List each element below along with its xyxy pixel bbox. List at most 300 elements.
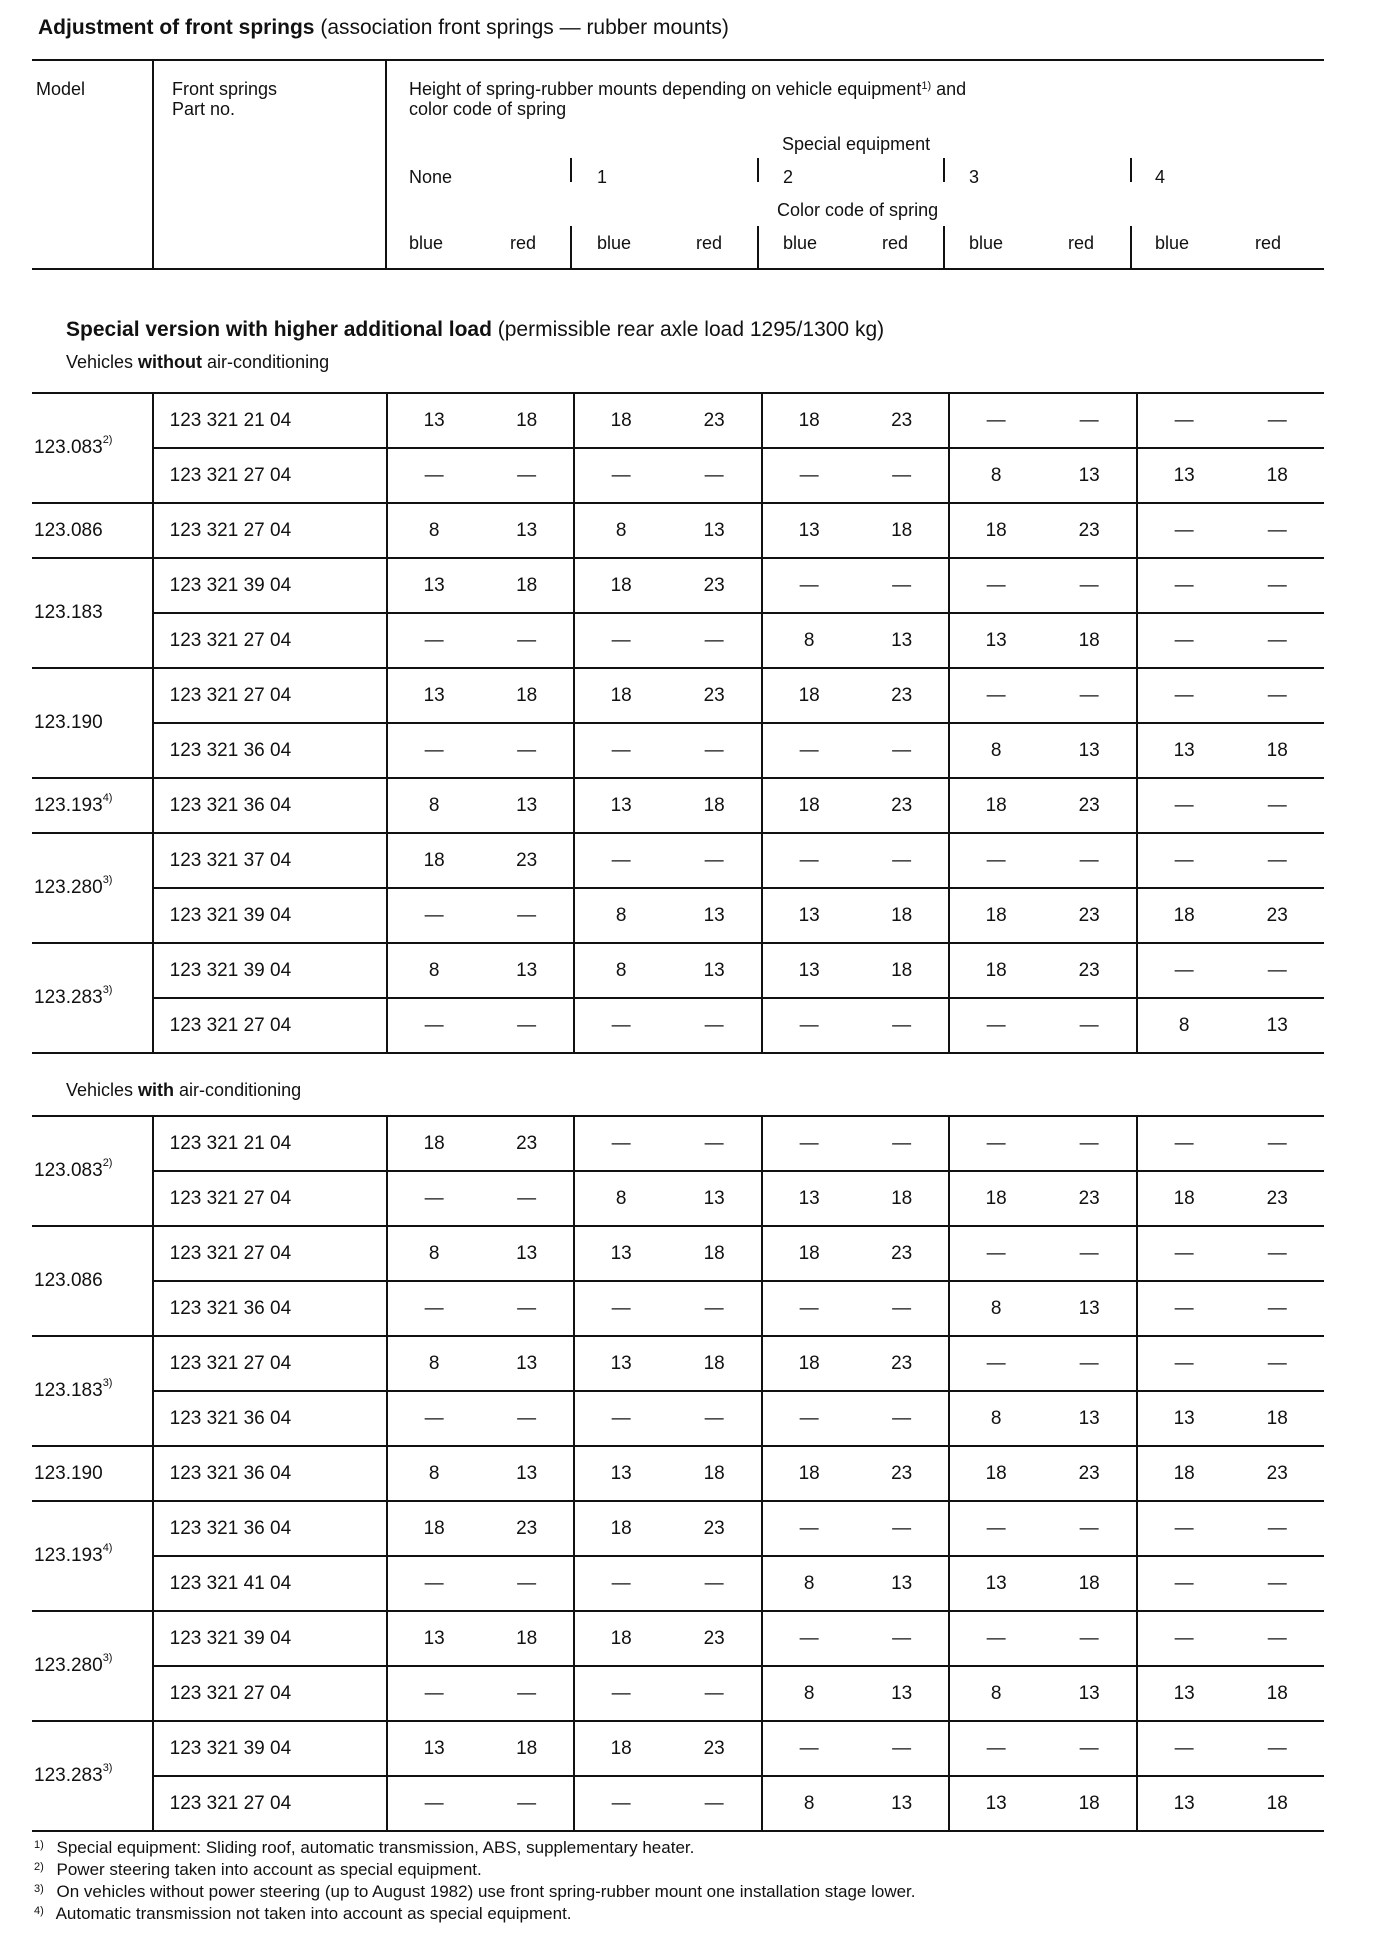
height-value-cell: 8 [574,503,668,558]
height-value-cell: — [1230,668,1324,723]
header-color-code-of-spring: Color code of spring [777,200,939,220]
height-value-cell: 13 [1042,1666,1137,1721]
height-value-cell: 13 [667,1171,762,1226]
model-cell [32,1336,153,1446]
height-value-cell: 8 [574,1171,668,1226]
height-value-cell: — [762,1721,856,1776]
height-value-cell: 18 [667,1446,762,1501]
header-col-1: 1 [597,167,608,187]
part-number-cell: 123 321 36 04 [153,1281,387,1336]
model-cell [32,503,153,558]
table-row [32,778,1324,833]
table-row [32,1776,1324,1831]
height-value-cell: — [1137,1116,1231,1171]
height-value-cell: — [480,448,574,503]
height-value-cell: — [1230,833,1324,888]
model-cell [32,1611,153,1721]
height-value-cell: — [574,1281,668,1336]
header-col-none: None [409,167,453,187]
height-value-cell: 13 [762,1171,856,1226]
height-value-cell: — [480,1281,574,1336]
height-value-cell: 18 [1230,1391,1324,1446]
height-value-cell: 13 [480,778,574,833]
height-value-cell: 13 [574,1336,668,1391]
height-value-cell: 18 [574,668,668,723]
height-value-cell: 18 [1137,1171,1231,1226]
part-number-cell: 123 321 36 04 [153,778,387,833]
model-number: 123.083 [34,1160,103,1181]
height-value-cell: 13 [762,888,856,943]
height-value-cell: 8 [949,723,1043,778]
height-value-cell: — [855,1391,949,1446]
height-value-cell: — [480,1556,574,1611]
part-number-cell: 123 321 27 04 [153,1226,387,1281]
model-number: 123.190 [34,712,103,733]
part-number-cell: 123 321 27 04 [153,668,387,723]
part-number-cell: 123 321 27 04 [153,1666,387,1721]
header-divider-1b [570,226,572,270]
height-value-cell: — [480,1776,574,1831]
model-number: 123.193 [34,794,103,816]
header-red-label: red [1068,233,1095,253]
part-number-cell: 123 321 27 04 [153,1776,387,1831]
height-value-cell: 13 [1230,998,1324,1053]
model-footnote-mark: 2) [102,1157,113,1169]
height-value-cell: — [1230,393,1324,448]
height-value-cell: — [667,723,762,778]
height-value-cell: — [1230,1281,1324,1336]
height-value-cell: 23 [855,778,949,833]
height-value-cell: 13 [1137,448,1231,503]
height-value-cell: — [1137,613,1231,668]
height-value-cell: 13 [574,1226,668,1281]
height-value-cell: 18 [949,943,1043,998]
header-height-end: and [931,79,967,99]
height-value-cell: — [1137,558,1231,613]
height-value-cell: 13 [1042,1391,1137,1446]
part-number-cell: 123 321 39 04 [153,888,387,943]
header-divider-2b [757,226,759,270]
height-value-cell: — [1042,1501,1137,1556]
height-value-cell: — [855,1281,949,1336]
height-value-cell: — [1230,503,1324,558]
height-value-cell: — [855,1721,949,1776]
height-value-cell: 13 [1137,1391,1231,1446]
height-value-cell: — [762,723,856,778]
part-number-cell: 123 321 39 04 [153,1721,387,1776]
header-color-code: color code of spring [409,99,567,119]
height-value-cell: — [855,1116,949,1171]
height-value-cell: 23 [855,1226,949,1281]
height-value-cell: — [387,1391,481,1446]
section-title-normal: (permissible rear axle load 1295/1300 kg) [491,318,885,341]
height-value-cell: — [949,393,1043,448]
height-value-cell: 18 [387,833,481,888]
height-value-cell: 13 [480,943,574,998]
height-value-cell: — [1230,1226,1324,1281]
height-value-cell: 18 [762,1446,856,1501]
table-row [32,1226,1324,1281]
header-red-label: red [696,233,723,253]
height-value-cell: — [1042,668,1137,723]
height-value-cell: — [855,833,949,888]
height-value-cell: — [1042,558,1137,613]
height-value-cell: — [762,833,856,888]
height-value-cell: — [762,448,856,503]
table-row [32,1666,1324,1721]
height-value-cell: 13 [762,503,856,558]
height-value-cell: 13 [387,1721,481,1776]
model-cell [32,778,153,833]
height-value-cell: — [480,998,574,1053]
height-value-cell: 18 [855,503,949,558]
height-value-cell: 18 [855,888,949,943]
height-value-cell: — [949,558,1043,613]
header-blue-label: blue [783,233,818,253]
height-value-cell: 13 [1137,1666,1231,1721]
part-number-cell: 123 321 27 04 [153,998,387,1053]
height-value-cell: — [1137,393,1231,448]
height-value-cell: — [762,1611,856,1666]
table-row [32,1281,1324,1336]
height-value-cell: — [1042,998,1137,1053]
height-value-cell: 18 [1042,613,1137,668]
header-blue-label: blue [1155,233,1190,253]
height-value-cell: — [762,1281,856,1336]
height-value-cell: 18 [574,1611,668,1666]
section-title-bold: Special version with higher additional load [66,318,492,341]
height-value-cell: 13 [1042,723,1137,778]
model-number: 123.086 [34,1270,103,1291]
footnote [34,1838,694,1858]
height-value-cell: — [855,1501,949,1556]
height-value-cell: — [480,723,574,778]
header-blue-label: blue [409,233,444,253]
height-value-cell: — [949,1721,1043,1776]
table-row [32,558,1324,613]
height-value-cell: — [387,448,481,503]
height-value-cell: 23 [667,558,762,613]
header-height-text: Height of spring-rubber mounts depending on vehicle equipment [409,79,922,99]
height-value-cell: 13 [949,1556,1043,1611]
height-value-cell: — [1230,1556,1324,1611]
height-value-cell: 13 [667,888,762,943]
height-value-cell: 13 [1042,1281,1137,1336]
model-cell [32,1116,153,1226]
header-blue-label: blue [597,233,632,253]
height-value-cell: — [574,1556,668,1611]
height-value-cell: 18 [1230,723,1324,778]
header-divider-2a [757,158,759,182]
table-row [32,503,1324,558]
height-value-cell: — [480,888,574,943]
height-value-cell: — [574,448,668,503]
height-value-cell: 13 [480,1226,574,1281]
height-value-cell: 18 [949,888,1043,943]
height-value-cell: — [574,1666,668,1721]
height-value-cell: 18 [480,393,574,448]
part-number-cell: 123 321 21 04 [153,393,387,448]
group-label-post: air-conditioning [174,1080,302,1100]
header-col-2: 2 [783,167,794,187]
height-value-cell: — [949,833,1043,888]
height-value-cell: 8 [949,1281,1043,1336]
model-number: 123.190 [34,1462,103,1484]
height-value-cell: 8 [762,1556,856,1611]
table-row [32,393,1324,448]
height-value-cell: — [387,1556,481,1611]
height-value-cell: — [855,448,949,503]
height-value-cell: — [1042,1116,1137,1171]
height-value-cell: — [667,1776,762,1831]
height-value-cell: 23 [667,1611,762,1666]
header-divider-1a [570,158,572,182]
part-number-cell: 123 321 39 04 [153,943,387,998]
height-value-cell: 23 [1042,778,1137,833]
height-value-cell: 18 [762,1336,856,1391]
header-height [409,79,966,99]
height-value-cell: 13 [480,1446,574,1501]
height-value-cell: 13 [855,1556,949,1611]
height-value-cell: 18 [1042,1556,1137,1611]
height-value-cell: — [387,613,481,668]
height-value-cell: 13 [855,1666,949,1721]
height-value-cell: 23 [855,668,949,723]
model-cell [32,1501,153,1611]
height-value-cell: — [667,1281,762,1336]
height-value-cell: — [667,833,762,888]
part-number-cell: 123 321 36 04 [153,1501,387,1556]
model-cell [32,393,153,503]
height-value-cell: — [480,1391,574,1446]
height-value-cell: 18 [1042,1776,1137,1831]
height-value-cell: 18 [667,1226,762,1281]
height-value-cell: 8 [387,943,481,998]
height-value-cell: — [667,1556,762,1611]
spring-table [32,1115,1324,1832]
model-cell [32,1446,153,1501]
height-value-cell: 18 [762,1226,856,1281]
table-row [32,613,1324,668]
header-divider-4b [1130,226,1132,270]
footnote-mark: 3) [34,1883,44,1895]
header-col-3: 3 [969,167,980,187]
height-value-cell: 13 [1137,1776,1231,1831]
table-row [32,1721,1324,1776]
header-divider-model [152,59,154,270]
header-height-sup: 1) [921,80,932,92]
height-value-cell: — [1137,1721,1231,1776]
group-label-pre: Vehicles [66,1080,139,1100]
height-value-cell: 23 [1042,1446,1137,1501]
height-value-cell: 8 [949,448,1043,503]
height-value-cell: — [1137,1226,1231,1281]
header-red-label: red [882,233,909,253]
model-cell [32,668,153,778]
height-value-cell: — [1042,833,1137,888]
model-number: 123.086 [34,519,103,541]
header-divider-3a [943,158,945,182]
model-footnote-mark: 2) [102,434,113,446]
height-value-cell: — [1230,778,1324,833]
footnote-mark: 1) [34,1839,44,1851]
footnote-text: Automatic transmission not taken into account as special equipment. [51,1904,572,1923]
height-value-cell: 23 [480,1116,574,1171]
height-value-cell: — [1137,503,1231,558]
model-number: 123.183 [34,1380,103,1401]
section-title [66,318,884,342]
height-value-cell: 8 [949,1666,1043,1721]
model-cell [32,943,153,1053]
height-value-cell: 13 [949,1776,1043,1831]
height-value-cell: 18 [574,558,668,613]
height-value-cell: — [1042,1226,1137,1281]
part-number-cell: 123 321 39 04 [153,558,387,613]
height-value-cell: 18 [387,1116,481,1171]
height-value-cell: — [574,998,668,1053]
height-value-cell: — [762,558,856,613]
height-value-cell: — [949,998,1043,1053]
part-number-cell: 123 321 27 04 [153,1336,387,1391]
height-value-cell: — [762,1391,856,1446]
height-value-cell: — [1042,1336,1137,1391]
page-title [38,16,729,40]
group-label-bold: without [138,352,203,372]
height-value-cell: 23 [667,1721,762,1776]
height-value-cell: 8 [949,1391,1043,1446]
height-value-cell: 23 [855,1446,949,1501]
footnote [34,1904,572,1924]
part-number-cell: 123 321 41 04 [153,1556,387,1611]
header-col-4: 4 [1155,167,1166,187]
height-value-cell: — [855,998,949,1053]
height-value-cell: — [855,1611,949,1666]
part-number-cell: 123 321 21 04 [153,1116,387,1171]
header-divider-4a [1130,158,1132,182]
model-cell [32,1721,153,1831]
footnote-text: Power steering taken into account as special equipment. [51,1860,482,1879]
height-value-cell: 18 [949,1171,1043,1226]
height-value-cell: 18 [387,1501,481,1556]
height-value-cell: — [1230,1116,1324,1171]
height-value-cell: 18 [480,1611,574,1666]
table-row [32,1391,1324,1446]
height-value-cell: — [855,558,949,613]
model-number: 123.283 [34,987,103,1008]
height-value-cell: 23 [1042,1171,1137,1226]
model-number: 123.280 [34,877,103,898]
header-divider-part [385,59,387,270]
model-footnote-mark: 3) [102,1652,113,1664]
height-value-cell: — [387,998,481,1053]
height-value-cell: 8 [762,1666,856,1721]
height-value-cell: — [1042,1611,1137,1666]
height-value-cell: 23 [667,1501,762,1556]
footnote-text: On vehicles without power steering (up to August 1982) use front spring-rubber mount one installation stage lower. [51,1882,916,1901]
height-value-cell: 23 [1230,1446,1324,1501]
table-row [32,1336,1324,1391]
model-footnote-mark: 4) [102,791,113,804]
height-value-cell: — [667,1666,762,1721]
height-value-cell: — [1230,943,1324,998]
model-footnote-mark: 3) [102,874,113,886]
height-value-cell: 8 [387,503,481,558]
height-value-cell: 23 [1042,503,1137,558]
height-value-cell: — [762,1501,856,1556]
height-value-cell: 13 [855,613,949,668]
height-value-cell: — [1230,1501,1324,1556]
height-value-cell: 18 [574,1721,668,1776]
height-value-cell: — [667,613,762,668]
table-row [32,833,1324,888]
height-value-cell: — [1137,668,1231,723]
height-value-cell: 13 [480,1336,574,1391]
header-divider-3b [943,226,945,270]
height-value-cell: — [574,1776,668,1831]
height-value-cell: 18 [949,503,1043,558]
height-value-cell: 13 [855,1776,949,1831]
table-row [32,1611,1324,1666]
height-value-cell: — [949,1501,1043,1556]
height-value-cell: 23 [480,1501,574,1556]
table-row [32,1556,1324,1611]
height-value-cell: 18 [1230,1666,1324,1721]
group-label-pre: Vehicles [66,352,139,372]
model-cell [32,558,153,668]
height-value-cell: — [1230,1611,1324,1666]
height-value-cell: 13 [387,393,481,448]
height-value-cell: — [480,1171,574,1226]
height-value-cell: 13 [667,943,762,998]
height-value-cell: — [667,448,762,503]
part-number-cell: 123 321 27 04 [153,613,387,668]
height-value-cell: 23 [1042,888,1137,943]
height-value-cell: — [1230,1336,1324,1391]
height-value-cell: 18 [1137,1446,1231,1501]
height-value-cell: 13 [387,558,481,613]
header-top-rule [32,59,1324,61]
model-number: 123.280 [34,1655,103,1676]
footnote [34,1882,916,1902]
height-value-cell: — [949,1336,1043,1391]
table-row [32,1116,1324,1171]
height-value-cell: 18 [667,778,762,833]
height-value-cell: — [667,1116,762,1171]
height-value-cell: 23 [1042,943,1137,998]
height-value-cell: — [1230,1721,1324,1776]
height-value-cell: — [387,888,481,943]
height-value-cell: 23 [1230,1171,1324,1226]
height-value-cell: — [574,833,668,888]
footnote [34,1860,482,1880]
model-footnote-mark: 3) [102,1377,113,1389]
table-row [32,668,1324,723]
height-value-cell: — [949,1116,1043,1171]
group-label-post: air-conditioning [202,352,330,372]
height-value-cell: — [574,1391,668,1446]
header-part-no: Part no. [172,99,236,119]
height-value-cell: — [1137,943,1231,998]
height-value-cell: 18 [667,1336,762,1391]
model-cell [32,833,153,943]
height-value-cell: 8 [574,888,668,943]
height-value-cell: — [1137,833,1231,888]
height-value-cell: 18 [1230,1776,1324,1831]
height-value-cell: — [574,723,668,778]
table-row [32,998,1324,1053]
height-value-cell: 23 [667,668,762,723]
table-row [32,448,1324,503]
